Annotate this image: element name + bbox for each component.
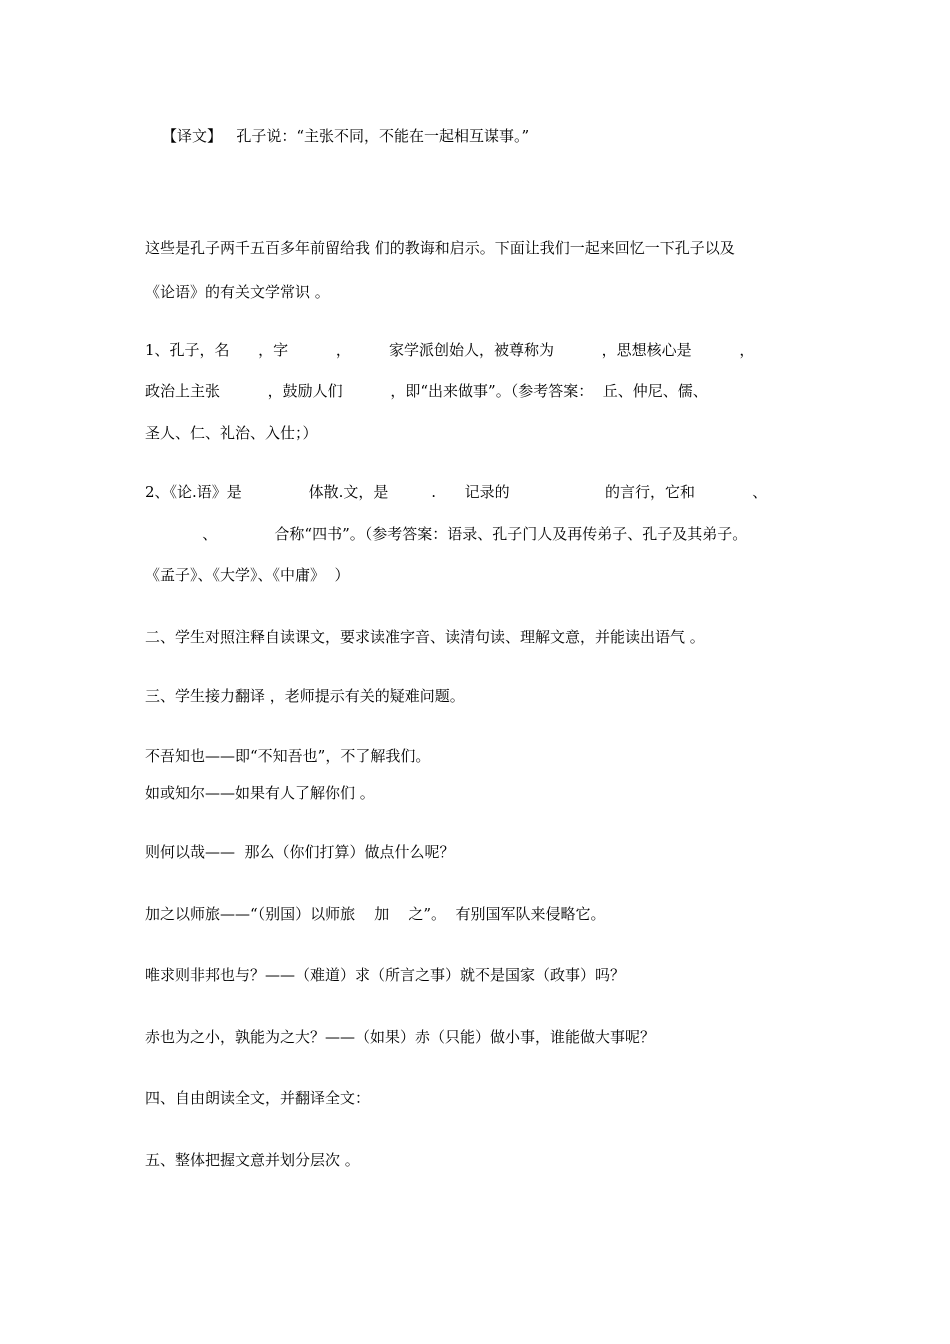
- question-2-line-1: 2、《论.语》是 体散.文，是 . 记录的 的言行，它和 、: [145, 483, 768, 501]
- note-line: 则何以哉—— 那么（你们打算）做点什么呢？: [145, 843, 455, 861]
- question-1-line-3: 圣人、仁、礼治、入仕；）: [145, 424, 318, 442]
- question-1-line-2: 政治上主张 ，鼓励人们 ，即“出来做事”。（参考答案： 丘、仲尼、儒、: [145, 382, 708, 400]
- step-5: 五、整体把握文意并划分层次 。: [145, 1151, 360, 1169]
- note-line: 加之以师旅——“（别国）以师旅 加 之”。 有别国军队来侵略它。: [145, 905, 606, 923]
- question-2-line-3: 《孟子》、《大学》、《中庸》 ）: [145, 566, 350, 584]
- intro-line-1: 这些是孔子两千五百多年前留给我 们的教诲和启示。下面让我们一起来回忆一下孔子以及: [145, 239, 735, 257]
- note-line: 不吾知也——即“不知吾也”，不了解我们。: [145, 747, 431, 765]
- note-line: 赤也为之小，孰能为之大？——（如果）赤（只能）做小事，谁能做大事呢？: [145, 1028, 656, 1046]
- question-2-line-2: 、 合称“四书”。（参考答案：语录、孔子门人及再传弟子、孔子及其弟子。: [145, 525, 748, 543]
- step-3: 三、学生接力翻译 ，老师提示有关的疑难问题。: [145, 687, 465, 705]
- note-line: 如或知尔——如果有人了解你们 。: [145, 784, 375, 802]
- step-4: 四、自由朗读全文，并翻译全文：: [145, 1089, 371, 1107]
- question-1-line-1: 1、孔子，名 ，字 ， 家学派创始人，被尊称为 ，思想核心是 ，: [145, 341, 755, 359]
- step-2: 二、学生对照注释自读课文，要求读准字音、读清句读、理解文意，并能读出语气 。: [145, 628, 705, 646]
- translation-line: [162, 126, 529, 146]
- intro-line-2: 《论语》的有关文学常识 。: [145, 283, 330, 301]
- note-line: 唯求则非邦也与？——（难道）求（所言之事）就不是国家（政事）吗？: [145, 966, 626, 984]
- translation-text: 孔子说：“主张不同，不能在一起相互谋事。”: [236, 127, 530, 145]
- translation-label: 【译文】: [162, 127, 223, 145]
